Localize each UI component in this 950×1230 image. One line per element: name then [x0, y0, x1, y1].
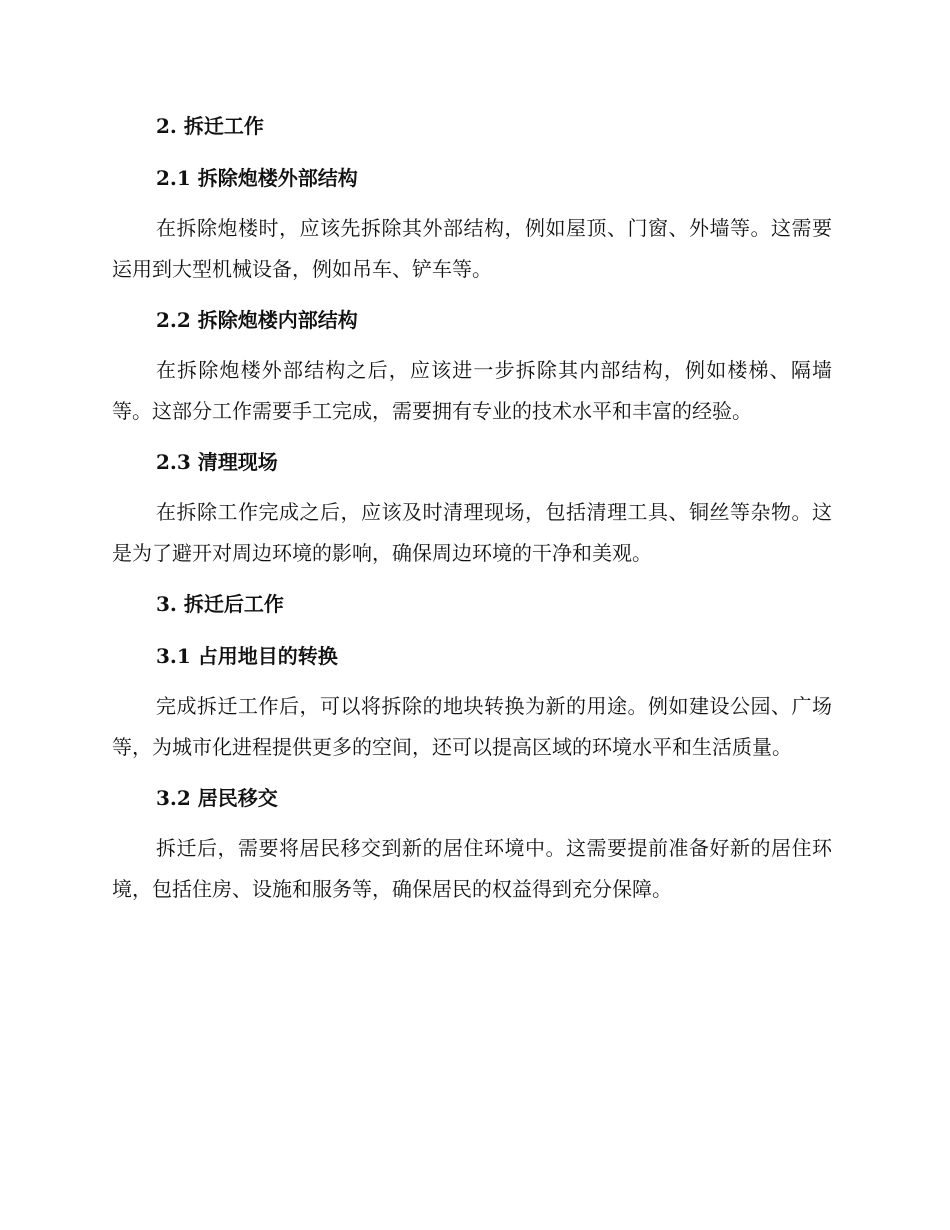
paragraph-2-2: 在拆除炮楼外部结构之后，应该进一步拆除其内部结构，例如楼梯、隔墙等。这部分工作需要手工完成，需要拥有专业的技术水平和丰富的经验。: [112, 358, 832, 423]
paragraph-2-3: 在拆除工作完成之后，应该及时清理现场，包括清理工具、铜丝等杂物。这是为了避开对周边环境的影响，确保周边环境的干净和美观。: [112, 500, 832, 565]
document-body: [112, 110, 832, 924]
paragraph-2-1: 在拆除炮楼时，应该先拆除其外部结构，例如屋顶、门窗、外墙等。这需要运用到大型机械设备，例如吊车、铲车等。: [112, 216, 832, 281]
section-heading-2: 2. 拆迁工作: [156, 114, 264, 138]
subsection-heading-3-1: 3.1 占用地目的转换: [156, 644, 338, 668]
subsection-heading-2-2: 2.2 拆除炮楼内部结构: [156, 308, 358, 332]
section-heading-3: 3. 拆迁后工作: [156, 592, 284, 616]
paragraph-3-2: 拆迁后，需要将居民移交到新的居住环境中。这需要提前准备好新的居住环境，包括住房、设施和服务等，确保居民的权益得到充分保障。: [112, 836, 832, 901]
subsection-heading-2-1: 2.1 拆除炮楼外部结构: [156, 166, 358, 190]
subsection-heading-3-2: 3.2 居民移交: [156, 786, 278, 810]
paragraph-3-1: 完成拆迁工作后，可以将拆除的地块转换为新的用途。例如建设公园、广场等，为城市化进程提供更多的空间，还可以提高区域的环境水平和生活质量。: [112, 694, 832, 759]
subsection-heading-2-3: 2.3 清理现场: [156, 450, 278, 474]
